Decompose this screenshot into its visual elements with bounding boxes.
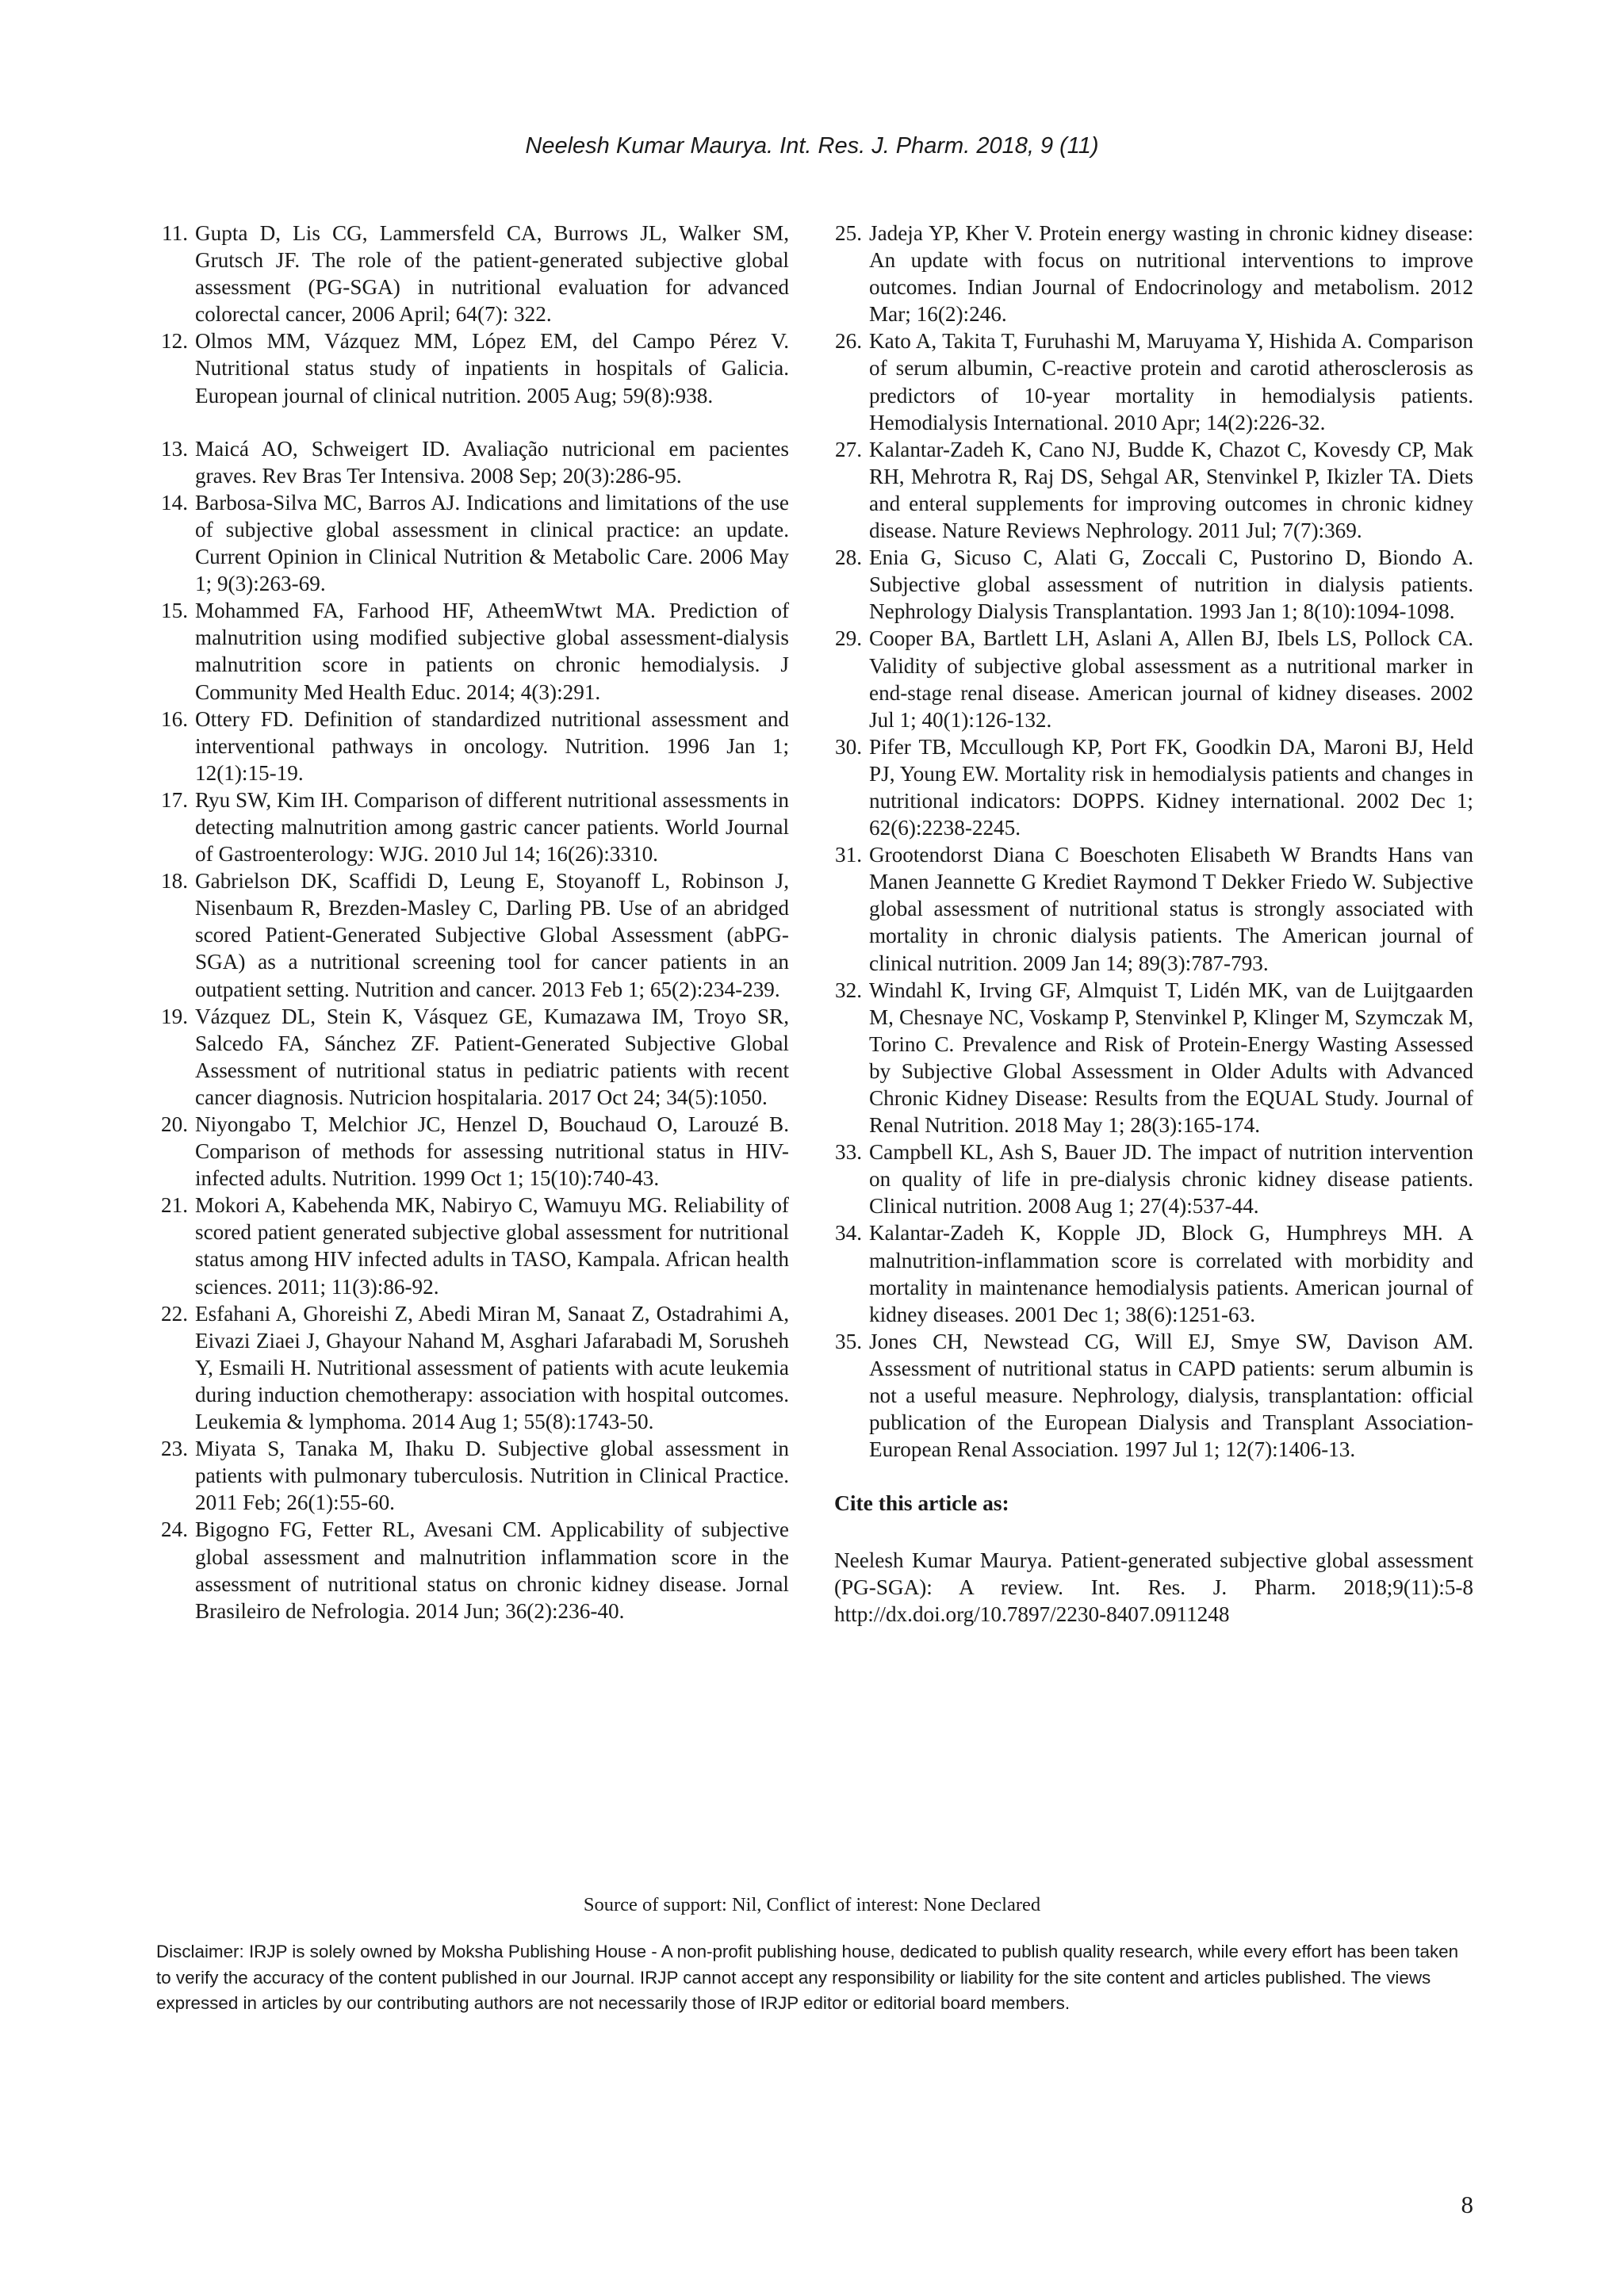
reference-item: [829, 327, 1473, 435]
references-left-column: [155, 220, 789, 1624]
reference-number: 30.: [835, 734, 862, 759]
reference-item: [155, 1435, 789, 1516]
reference-text: Mokori A, Kabehenda MK, Nabiryo C, Wamuyu MG. Reliability of scored patient generated subjective global assessment for nutritional status among HIV infected adults in TASO, Kampala. African health sciences. 2011; 11(3):86-92.: [195, 1193, 789, 1299]
reference-item: [155, 1192, 789, 1299]
reference-text: Cooper BA, Bartlett LH, Aslani A, Allen BJ, Ibels LS, Pollock CA. Validity of subjective global assessment as a nutritional marker in end-stage renal disease. American journal of kidney diseases. 2002 Jul 1; 40(1):126-132.: [869, 626, 1473, 732]
reference-item: [155, 435, 789, 489]
reference-number: 29.: [835, 626, 862, 651]
reference-text: Vázquez DL, Stein K, Vásquez GE, Kumazawa IM, Troyo SR, Salcedo FA, Sánchez ZF. Patient-Generated Subjective Global Assessment of nutritional status in pediatric patients with recent cancer diagnosis. Nutricion hospitalaria. 2017 Oct 24; 34(5):1050.: [195, 1004, 789, 1109]
reference-item: [155, 1111, 789, 1192]
reference-number: 25.: [835, 221, 862, 245]
reference-number: 31.: [835, 843, 862, 867]
reference-item: [829, 1328, 1473, 1463]
reference-number: 12.: [161, 329, 188, 354]
reference-item: [829, 841, 1473, 976]
reference-item: [155, 1300, 789, 1435]
reference-text: Pifer TB, Mccullough KP, Port FK, Goodkin DA, Maroni BJ, Held PJ, Young EW. Mortality risk in hemodialysis patients and changes in nutritional indicators: DOPPS. Kidney international. 2002 Dec 1; 62(6):2238-2245.: [869, 734, 1473, 840]
support-statement: Source of support: Nil, Conflict of interest: None Declared: [583, 1894, 1041, 1915]
reference-text: Windahl K, Irving GF, Almquist T, Lidén MK, van de Luijtgaarden M, Chesnaye NC, Voskamp P, Stenvinkel P, Klinger M, Szymczak M, Torino C. Prevalence and Risk of Protein-Energy Wasting Assessed by Subjective Global Assessment in Older Adults with Advanced Chronic Kidney Disease: Results from the EQUAL Study. Journal of Renal Nutrition. 2018 May 1; 28(3):165-174.: [869, 978, 1473, 1138]
reference-item: [155, 1516, 789, 1624]
reference-number: 15.: [161, 599, 188, 623]
reference-text: Campbell KL, Ash S, Bauer JD. The impact of nutrition intervention on quality of life in pre-dialysis chronic kidney disease patients. Clinical nutrition. 2008 Aug 1; 27(4):537-44.: [869, 1140, 1473, 1219]
reference-text: Jones CH, Newstead CG, Will EJ, Smye SW, Davison AM. Assessment of nutritional status in CAPD patients: serum albumin is not a useful measure. Nephrology, dialysis, transplantation: official publication of the European Dialysis and Transplant Association-European Renal Association. 1997 Jul 1; 12(7):1406-13.: [869, 1329, 1473, 1462]
reference-text: Bigogno FG, Fetter RL, Avesani CM. Applicability of subjective global assessment and malnutrition inflammation score in the assessment of nutritional status on chronic kidney disease. Jornal Brasileiro de Nefrologia. 2014 Jun; 36(2):236-40.: [195, 1517, 789, 1623]
reference-text: Barbosa-Silva MC, Barros AJ. Indications and limitations of the use of subjective global assessment in clinical practice: an update. Current Opinion in Clinical Nutrition & Metabolic Care. 2006 May 1; 9(3):263-69.: [195, 490, 789, 596]
reference-number: 33.: [835, 1140, 862, 1165]
reference-item: [829, 733, 1473, 841]
reference-text: Jadeja YP, Kher V. Protein energy wasting in chronic kidney disease: An update with focus on nutritional interventions to improve outcomes. Indian Journal of Endocrinology and metabolism. 2012 Mar; 16(2):246.: [869, 221, 1473, 327]
reference-text: Niyongabo T, Melchior JC, Henzel D, Bouchaud O, Larouzé B. Comparison of methods for assessing nutritional status in HIV-infected adults. Nutrition. 1999 Oct 1; 15(10):740-43.: [195, 1112, 789, 1191]
reference-number: 28.: [835, 545, 862, 570]
reference-text: Enia G, Sicuso C, Alati G, Zoccali C, Pustorino D, Biondo A. Subjective global assessment of nutrition in dialysis patients. Nephrology Dialysis Transplantation. 1993 Jan 1; 8(10):1094-1098.: [869, 545, 1473, 624]
reference-number: 17.: [161, 787, 188, 812]
reference-number: 18.: [161, 869, 188, 894]
reference-text: Miyata S, Tanaka M, Ihaku D. Subjective global assessment in patients with pulmonary tuberculosis. Nutrition in Clinical Practice. 2011 Feb; 26(1):55-60.: [195, 1437, 789, 1515]
reference-item: [829, 220, 1473, 327]
reference-text: Grootendorst Diana C Boeschoten Elisabeth W Brandts Hans van Manen Jeannette G Krediet Raymond T Dekker Friedo W. Subjective global assessment of nutritional status is strongly associated with mortality in chronic dialysis patients. The American journal of clinical nutrition. 2009 Jan 14; 89(3):787-793.: [869, 843, 1473, 975]
reference-number: 34.: [835, 1221, 862, 1246]
reference-number: 27.: [835, 437, 862, 461]
reference-number: 19.: [161, 1004, 188, 1028]
reference-text: Maicá AO, Schweigert ID. Avaliação nutricional em pacientes graves. Rev Bras Ter Intensiva. 2008 Sep; 20(3):286-95.: [195, 436, 789, 488]
reference-number: 14.: [161, 490, 188, 515]
reference-number: 11.: [162, 221, 188, 245]
reference-item: [155, 786, 789, 867]
spacer: [155, 409, 789, 435]
reference-number: 22.: [161, 1301, 188, 1326]
reference-item: [155, 1003, 789, 1111]
reference-item: [155, 220, 789, 327]
reference-item: [155, 706, 789, 786]
reference-text: Mohammed FA, Farhood HF, AtheemWtwt MA. Prediction of malnutrition using modified subjective global assessment-dialysis malnutrition score in patients on chronic hemodialysis. J Community Med Health Educ. 2014; 4(3):291.: [195, 599, 789, 704]
reference-number: 32.: [835, 978, 862, 1002]
reference-number: 20.: [161, 1112, 188, 1136]
reference-item: [155, 597, 789, 705]
reference-number: 24.: [161, 1517, 188, 1542]
reference-item: [155, 489, 789, 597]
reference-number: 16.: [161, 706, 188, 731]
reference-number: 21.: [161, 1193, 188, 1218]
reference-text: Ryu SW, Kim IH. Comparison of different nutritional assessments in detecting malnutrition among gastric cancer patients. World Journal of Gastroenterology: WJG. 2010 Jul 14; 16(26):3310.: [195, 787, 789, 867]
references-right-column: [829, 220, 1473, 1628]
reference-text: Esfahani A, Ghoreishi Z, Abedi Miran M, Sanaat Z, Ostadrahimi A, Eivazi Ziaei J, Ghayour Nahand M, Asghari Jafarabadi M, Sorusheh Y, Esmaili H. Nutritional assessment of patients with acute leukemia during induction chemotherapy: association with hospital outcomes. Leukemia & lymphoma. 2014 Aug 1; 55(8):1743-50.: [195, 1301, 789, 1434]
reference-number: 35.: [835, 1329, 862, 1353]
reference-text: Ottery FD. Definition of standardized nutritional assessment and interventional pathways in oncology. Nutrition. 1996 Jan 1; 12(1):15-19.: [195, 706, 789, 785]
reference-text: Gupta D, Lis CG, Lammersfeld CA, Burrows JL, Walker SM, Grutsch JF. The role of the patient-generated subjective global assessment (PG-SGA) in nutritional evaluation for advanced colorectal cancer, 2006 April; 64(7): 322.: [195, 221, 789, 327]
reference-item: [829, 1138, 1473, 1219]
reference-item: [829, 625, 1473, 733]
page-number: 8: [1461, 2191, 1473, 2218]
reference-item: [829, 1219, 1473, 1327]
running-header: Neelesh Kumar Maurya. Int. Res. J. Pharm. 2018, 9 (11): [525, 133, 1099, 159]
reference-number: 13.: [161, 436, 188, 461]
reference-text: Olmos MM, Vázquez MM, López EM, del Campo Pérez V. Nutritional status study of inpatients in hospitals of Galicia. European journal of clinical nutrition. 2005 Aug; 59(8):938.: [195, 329, 789, 408]
reference-text: Kalantar-Zadeh K, Kopple JD, Block G, Humphreys MH. A malnutrition-inflammation score is correlated with morbidity and mortality in maintenance hemodialysis patients. American journal of kidney diseases. 2001 Dec 1; 38(6):1251-63.: [869, 1221, 1473, 1326]
disclaimer: Disclaimer: IRJP is solely owned by Moksha Publishing House - A non-profit publishing house, dedicated to publish quality research, while every effort has been taken to verify the accuracy of the content published in our Journal. IRJP cannot accept any responsibility or liability for the site content and articles published. The views expressed in articles by our contributing authors are not necessarily those of IRJP editor or editorial board members.: [156, 1942, 1459, 2013]
reference-item: [829, 544, 1473, 625]
reference-item: [829, 977, 1473, 1139]
reference-number: 26.: [835, 329, 862, 354]
reference-text: Kato A, Takita T, Furuhashi M, Maruyama Y, Hishida A. Comparison of serum albumin, C-reactive protein and carotid atherosclerosis as predictors of 10-year mortality in hemodialysis patients. Hemodialysis International. 2010 Apr; 14(2):226-32.: [869, 329, 1473, 434]
reference-item: [155, 867, 789, 1002]
reference-item: [829, 436, 1473, 544]
reference-number: 23.: [161, 1437, 188, 1461]
reference-text: Gabrielson DK, Scaffidi D, Leung E, Stoyanoff L, Robinson J, Nisenbaum R, Brezden-Masley C, Darling PB. Use of an abridged scored Patient-Generated Subjective Global Assessment (abPG-SGA) as a nutritional screening tool for cancer patients in an outpatient setting. Nutrition and cancer. 2013 Feb 1; 65(2):234-239.: [195, 869, 789, 1001]
cite-heading: Cite this article as:: [834, 1490, 1009, 1516]
reference-item: [155, 327, 789, 408]
cite-text: Neelesh Kumar Maurya. Patient-generated subjective global assessment (PG-SGA): A review. Int. Res. J. Pharm. 2018;9(11):5-8 http://dx.doi.org/10.7897/2230-8407.0911248: [834, 1548, 1473, 1627]
reference-text: Kalantar-Zadeh K, Cano NJ, Budde K, Chazot C, Kovesdy CP, Mak RH, Mehrotra R, Raj DS, Sehgal AR, Stenvinkel P, Ikizler TA. Diets and enteral supplements for improving outcomes in chronic kidney disease. Nature Reviews Nephrology. 2011 Jul; 7(7):369.: [869, 437, 1473, 543]
